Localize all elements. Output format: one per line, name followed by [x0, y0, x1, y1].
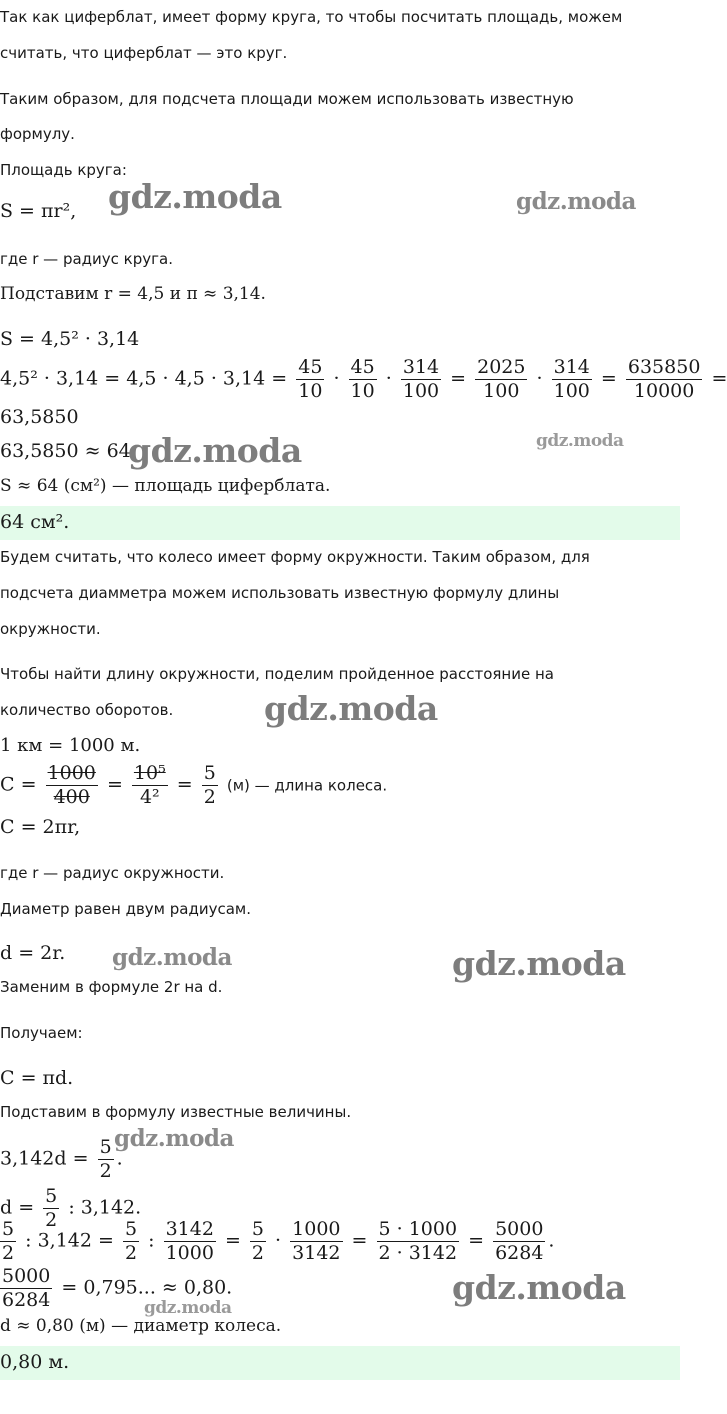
watermark-logo: gdz.moda	[536, 431, 624, 451]
fraction: $\frac{3142}{1000}$	[165, 1218, 214, 1264]
d-tail: : 3,142.	[68, 1196, 142, 1219]
c-pi-d: C = πd.	[0, 1067, 74, 1089]
answer-highlight-1	[0, 506, 680, 540]
fraction: $\frac{5}{2}$	[124, 1218, 138, 1264]
fraction: $\frac{2025}{100}$	[477, 356, 526, 402]
paragraph-line: Таким образом, для подсчета площади можем использовать известную	[0, 90, 574, 108]
paragraph-line: подсчета диамметра можем использовать известную формулу длины	[0, 584, 560, 602]
fraction: $\frac{1000}{400}$	[47, 762, 96, 808]
final-tail: = 0,795... ≈ 0,80.	[61, 1276, 233, 1299]
answer-highlight-2	[0, 1346, 680, 1380]
fraction: $\frac{45}{10}$	[298, 356, 323, 402]
d-left: d =	[0, 1196, 41, 1219]
calc-mid: : 3,142 =	[25, 1229, 120, 1252]
fraction: $\frac{5000}{6284}$	[495, 1218, 544, 1264]
calc-step-2: 4,5² · 3,14 = 4,5 · 4,5 · 3,14 = $\frac{45}{10}$ · $\frac{45}{10}$ · $\frac{314}{100}$ = $\frac{2025}{100}$ · $\frac{314}{100}$ = $\frac{635850}{10000}$ =	[0, 356, 727, 402]
paragraph-line: формулу.	[0, 125, 75, 143]
replace-note: Заменим в формуле 2r на d.	[0, 978, 223, 996]
calc-step-2-left: 4,5² · 3,14 = 4,5 · 4,5 · 3,14 =	[0, 367, 294, 390]
paragraph-line: количество оборотов.	[0, 701, 174, 719]
fraction: $\frac{5000}{6284}$	[2, 1265, 51, 1311]
circumference-formula: C = 2πr,	[0, 816, 81, 838]
watermark-logo: gdz.moda	[264, 689, 438, 728]
paragraph-line: окружности.	[0, 620, 101, 638]
watermark-logo: gdz.moda	[452, 944, 626, 983]
area-label: Площадь круга:	[0, 161, 127, 179]
fraction: $\frac{5}{2}$	[99, 1136, 112, 1182]
answer-2: 0,80 м.	[0, 1351, 70, 1373]
watermark-logo: gdz.moda	[108, 177, 282, 216]
watermark-logo: gdz.moda	[452, 1268, 626, 1307]
calc-step-1: S = 4,5² · 3,14	[0, 328, 140, 350]
subst-note: Подставим в формулу известные величины.	[0, 1103, 352, 1121]
watermark-logo: gdz.moda	[144, 1298, 232, 1318]
approximation: 63,5850 ≈ 64	[0, 440, 131, 462]
fraction: $\frac{5}{2}$	[251, 1218, 265, 1264]
fraction: $\frac{\text{10⁵}}{\text{4²}}$	[133, 762, 166, 808]
division-calc: $\frac{5}{2}$ : 3,142 = $\frac{5}{2}$ : $\frac{3142}{1000}$ = $\frac{5}{2}$ · $\frac{1000}{3142}$ = $\frac{5 \cdot 1000}{2 \cdot 3142}$ = $\frac{5000}{6284}$ .	[2, 1218, 555, 1264]
area-result: S ≈ 64 (см²) — площадь циферблата.	[0, 476, 331, 496]
fraction: $\frac{635850}{10000}$	[627, 356, 701, 402]
fraction: $\frac{5}{2}$	[45, 1185, 58, 1231]
km-conversion: 1 км = 1000 м.	[0, 735, 141, 756]
watermark-logo: gdz.moda	[112, 944, 232, 971]
fraction: $\frac{314}{100}$	[553, 356, 590, 402]
watermark-logo: gdz.moda	[516, 188, 636, 215]
paragraph-line: Чтобы найти длину окружности, поделим пройденное расстояние на	[0, 665, 554, 683]
area-formula: S = πr²,	[0, 200, 77, 222]
fraction: $\frac{5 \cdot 1000}{2 \cdot 3142}$	[378, 1218, 458, 1264]
radius-note: где r — радиус круга.	[0, 250, 173, 268]
get-note: Получаем:	[0, 1024, 83, 1042]
calc-step-2-cont: 63,5850	[0, 406, 79, 428]
watermark-logo: gdz.moda	[114, 1125, 234, 1152]
c-left: C =	[0, 773, 43, 796]
paragraph-line: Так как циферблат, имеет форму круга, то чтобы посчитать площадь, можем	[0, 8, 623, 26]
equation: 3,142d = $\frac{5}{2}$ .	[0, 1136, 123, 1182]
diameter-formula: d = 2r.	[0, 942, 66, 964]
paragraph-line: считать, что циферблат — это круг.	[0, 44, 288, 62]
fraction: $\frac{314}{100}$	[402, 356, 440, 402]
watermark-logo: gdz.moda	[128, 431, 302, 470]
circumference-calc: C = $\frac{1000}{400}$ = $\frac{\text{10⁵}}{\text{4²}}$ = $\frac{5}{2}$ (м) — длина колеса.	[0, 762, 388, 808]
answer-1: 64 см².	[0, 511, 70, 533]
diameter-result: d ≈ 0,80 (м) — диаметр колеса.	[0, 1316, 282, 1336]
diameter-note: Диаметр равен двум радиусам.	[0, 900, 251, 918]
c-tail: (м) — длина колеса.	[226, 776, 388, 795]
fraction: $\frac{5}{2}$	[2, 1218, 15, 1264]
fraction: $\frac{5}{2}$	[203, 762, 216, 808]
radius-note: где r — радиус окружности.	[0, 864, 225, 882]
eq-left: 3,142d =	[0, 1147, 95, 1170]
substitution: Подставим r = 4,5 и π ≈ 3,14.	[0, 284, 266, 304]
fraction: $\frac{45}{10}$	[350, 356, 375, 402]
paragraph-line: Будем считать, что колесо имеет форму окружности. Таким образом, для	[0, 548, 590, 566]
fraction: $\frac{1000}{3142}$	[292, 1218, 341, 1264]
